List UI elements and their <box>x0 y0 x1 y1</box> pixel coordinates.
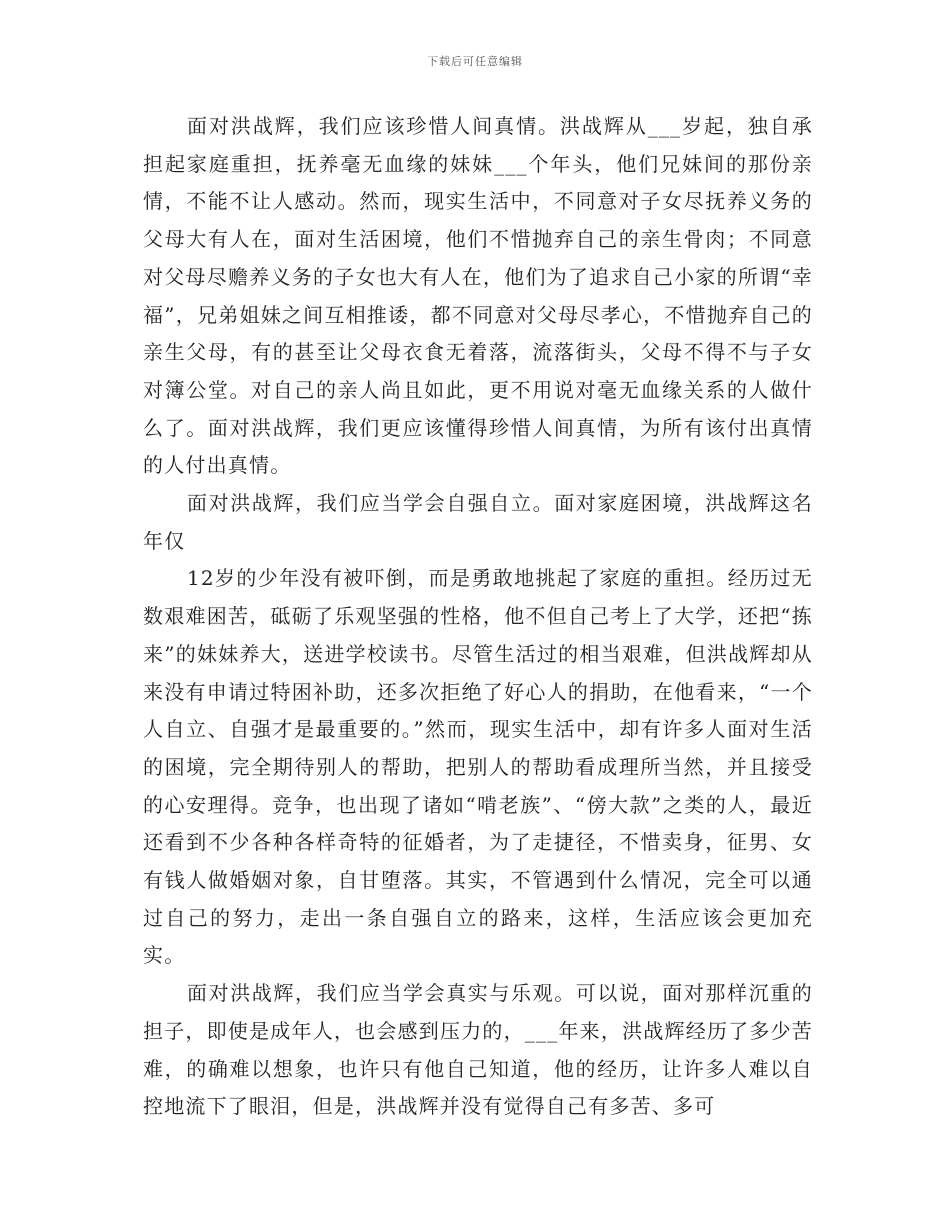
paragraph-cherish-true-feelings: 面对洪战辉，我们应该珍惜人间真情。洪战辉从___岁起，独自承担起家庭重担，抚养毫无血缘的妹妹___个年头，他们兄妹间的那份亲情，不能不让人感动。然而，现实生活中，不同意对子女尽抚养义务的父母大有人在，面对生活困境，他们不惜抛弃自己的亲生骨肉；不同意对父母尽赡养义务的子女也大有人在，他们为了追求自己小家的所谓“幸福”，兄弟姐妹之间互相推诿，都不同意对父母尽孝心，不惜抛弃自己的亲生父母，有的甚至让父母衣食无着落，流落街头，父母不得不与子女对簿公堂。对自己的亲人尚且如此，更不用说对毫无血缘关系的人做什么了。面对洪战辉，我们更应该懂得珍惜人间真情，为所有该付出真情的人付出真情。 <box>143 114 813 478</box>
document-body <box>143 108 813 1126</box>
paragraph-truth-optimism: 面对洪战辉，我们应当学会真实与乐观。可以说，面对那样沉重的担子，即使是成年人，也会感到压力的，___年来，洪战辉经历了多少苦难，的确难以想象，也许只有他自己知道，他的经历，让许多人难以自控地流下了眼泪，但是，洪战辉并没有觉得自己有多苦、多可 <box>143 981 813 1119</box>
paragraph-self-reliance-intro: 面对洪战辉，我们应当学会自强自立。面对家庭困境，洪战辉这名年仅 <box>143 491 813 553</box>
paragraph-self-reliance: 12岁的少年没有被吓倒，而是勇敢地挑起了家庭的重担。经历过无数艰难困苦，砥砺了乐观坚强的性格，他不但自己考上了大学，还把“拣来”的妹妹养大，送进学校读书。尽管生活过的相当艰难，但洪战辉却从来没有申请过特困补助，还多次拒绝了好心人的捐助，在他看来，“一个人自立、自强才是最重要的。”然而，现实生活中，却有许多人面对生活的困境，完全期待别人的帮助，把别人的帮助看成理所当然，并且接受的心安理得。竞争，也出现了诸如“啃老族”、“傍大款”之类的人，最近还看到不少各种各样奇特的征婚者，为了走捷径，不惜卖身，征男、女有钱人做婚姻对象，自甘堕落。其实，不管遇到什么情况，完全可以通过自己的努力，走出一条自强自立的路来，这样，生活应该会更加充实。 <box>143 566 813 968</box>
page-header: 下载后可任意编辑 <box>427 55 523 68</box>
